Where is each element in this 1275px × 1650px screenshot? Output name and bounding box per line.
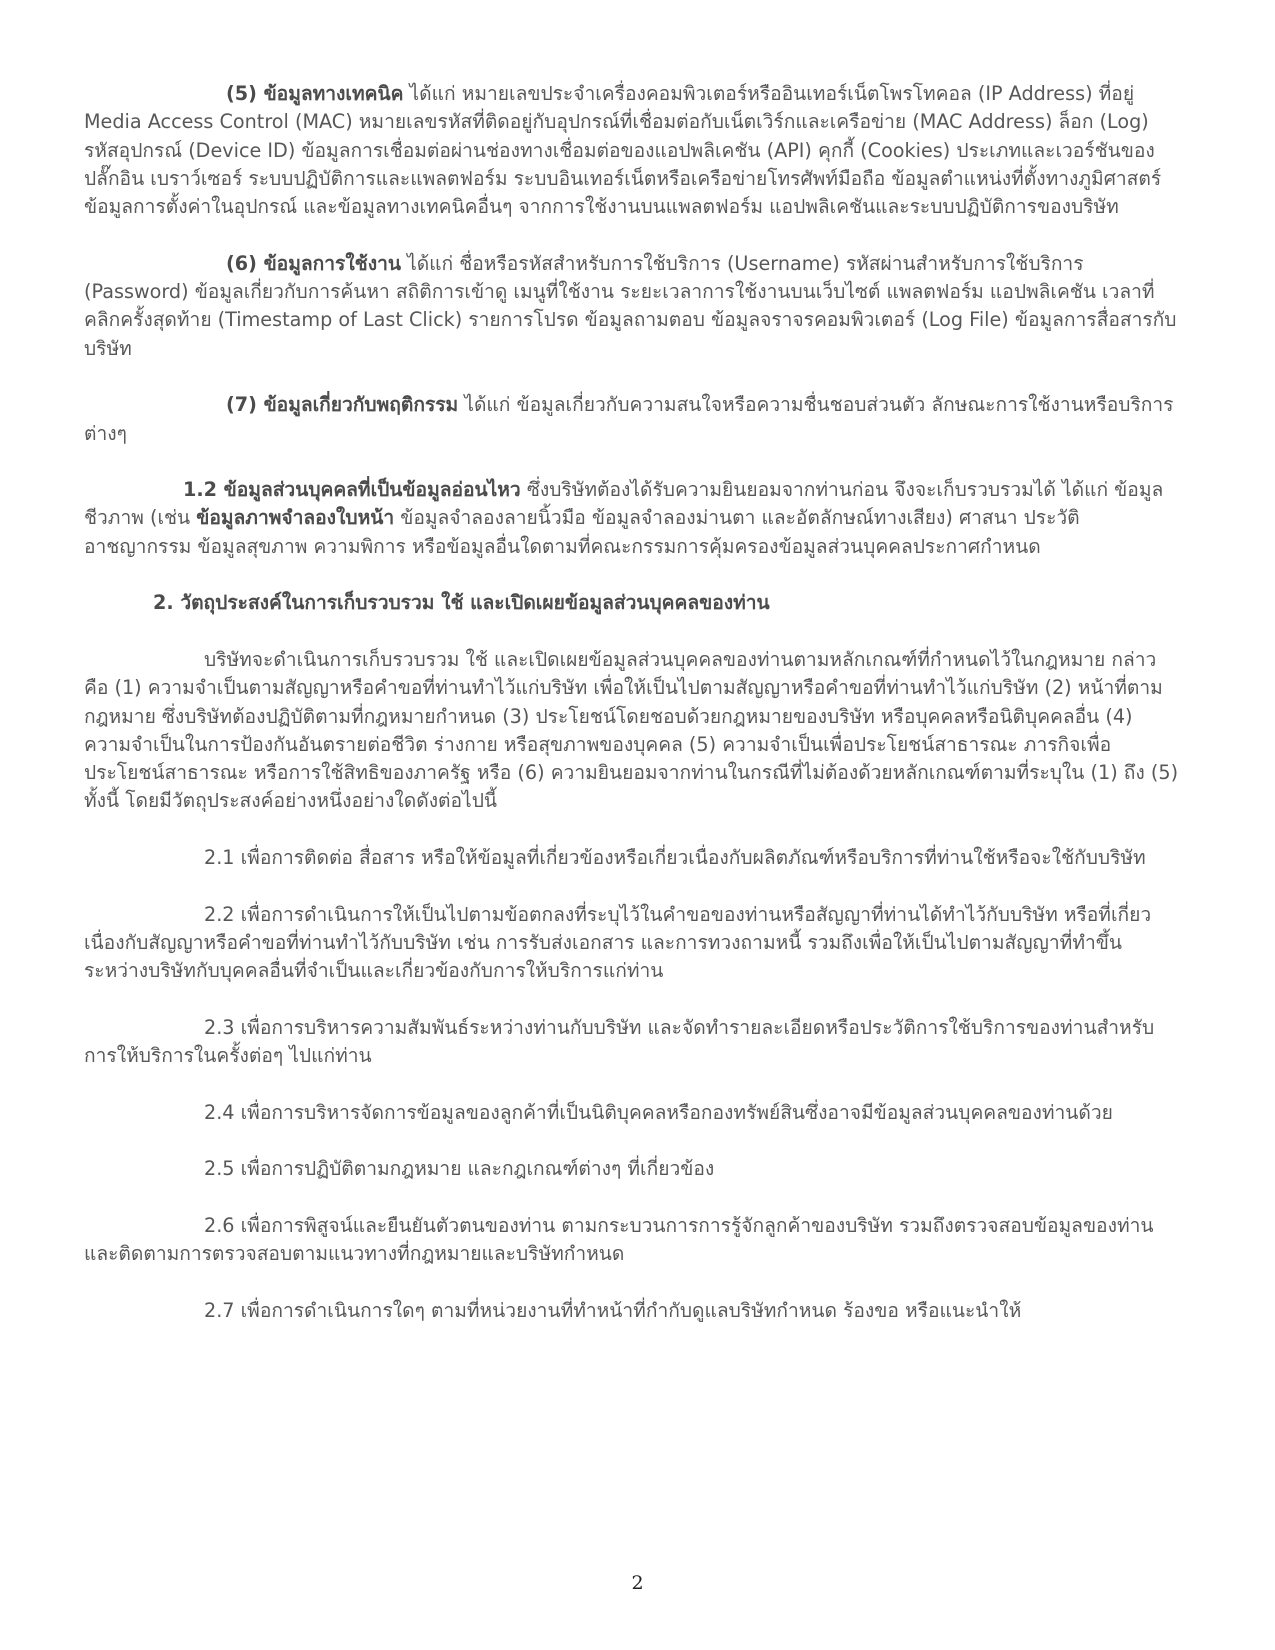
paragraph-behavior-data [84,391,1180,448]
purpose-item-2-6: 2.6 เพื่อการพิสูจน์และยืนยันตัวตนของท่าน ตามกระบวนการการรู้จักลูกค้าของบริษัท รวมถึงตรวจสอบข้อมูลของท่านและติดตามการตรวจสอบตามแนวทางที่กฎหมายและบริษัทกำหนด [84,1213,1154,1266]
sensitive-data-text-a: ซึ่งบริษัทต้องได้รับความยินยอมจากท่านก่อน จึงจะเก็บรวบรวมได้ ได้แก่ ข้อมูลชีวภาพ (เช่น [84,478,1164,530]
purpose-item-2-5: 2.5 เพื่อการปฏิบัติตามกฎหมาย และกฎเกณฑ์ต่างๆ ที่เกี่ยวข้อง [204,1157,715,1181]
term-usage-data: (6) ข้อมูลการใช้งาน [226,251,401,275]
sensitive-data-text-c: ข้อมูลจำลองลายนิ้วมือ ข้อมูลจำลองม่านตา และอัตลักษณ์ทางเสียง) ศาสนา ประวัติอาชญากรรม ข้อมูลสุขภาพ ความพิการ หรือข้อมูลอื่นใดตามที่คณะกรรมการคุ้มครองข้อมูลส่วนบุคคลประกาศกำหนด [84,506,1080,558]
purpose-item-2-1: 2.1 เพื่อการติดต่อ สื่อสาร หรือให้ข้อมูลที่เกี่ยวข้องหรือเกี่ยวเนื่องกับผลิตภัณฑ์หรือบริการที่ท่านใช้หรือจะใช้กับบริษัท [204,846,1146,870]
page-number: 2 [631,1572,644,1594]
technical-data-text: ได้แก่ หมายเลขประจำเครื่องคอมพิวเตอร์หรืออินเทอร์เน็ตโพรโทคอล (IP Address) ที่อยู่ Media Access Control (MAC) หมายเลขรหัสที่ติดอยู่กับอุปกรณ์ที่เชื่อมต่อกับเน็ตเวิร์กและเครือข่าย (MAC Address) ล็อก (Log) รหัสอุปกรณ์ (Device ID) ข้อมูลการเชื่อมต่อผ่านช่องทางเชื่อมต่อของแอปพลิเคชัน (API) คุกกี้ (Cookies) ประเภทและเวอร์ชันของปลั๊กอิน เบราว์เซอร์ ระบบปฏิบัติการและแพลตฟอร์ม ระบบอินเทอร์เน็ตหรือเครือข่ายโทรศัพท์มือถือ ข้อมูลตำแหน่งที่ตั้งทางภูมิศาสตร์ ข้อมูลการตั้งค่าในอุปกรณ์ และข้อมูลทางเทคนิคอื่นๆ จากการใช้งานบนแพลตฟอร์ม แอปพลิเคชันและระบบปฏิบัติการของบริษัท [84,82,1162,219]
term-behavior-data: (7) ข้อมูลเกี่ยวกับพฤติกรรม [226,393,459,417]
paragraph-usage-data [84,250,1180,363]
section-heading-purposes: 2. วัตถุประสงค์ในการเก็บรวบรวม ใช้ และเปิดเผยข้อมูลส่วนบุคคลของท่าน [153,591,770,615]
paragraph-purposes-intro: บริษัทจะดำเนินการเก็บรวบรวม ใช้ และเปิดเผยข้อมูลส่วนบุคคลของท่านตามหลักเกณฑ์ที่กำหนดไว้ในกฎหมาย กล่าวคือ (1) ความจำเป็นตามสัญญาหรือคำขอที่ท่านทำไว้แก่บริษัท เพื่อให้เป็นไปตามสัญญาหรือคำขอที่ท่านทำไว้แก่บริษัท (2) หน้าที่ตามกฎหมาย ซึ่งบริษัทต้องปฏิบัติตามที่กฎหมายกำหนด (3) ประโยชน์โดยชอบด้วยกฎหมายของบริษัท หรือบุคคลหรือนิติบุคคลอื่น (4) ความจำเป็นในการป้องกันอันตรายต่อชีวิต ร่างกาย หรือสุขภาพของบุคคล (5) ความจำเป็นเพื่อประโยชน์สาธารณะ ภารกิจเพื่อประโยชน์สาธารณะ หรือการใช้สิทธิของภาครัฐ หรือ (6) ความยินยอมจากท่านในกรณีที่ไม่ต้องด้วยหลักเกณฑ์ตามที่ระบุใน (1) ถึง (5) ทั้งนี้ โดยมีวัตถุประสงค์อย่างหนึ่งอย่างใดดังต่อไปนี้ [84,647,1179,813]
purpose-item-2-7: 2.7 เพื่อการดำเนินการใดๆ ตามที่หน่วยงานที่ทำหน้าที่กำกับดูแลบริษัทกำหนด ร้องขอ หรือแนะนำให้ [204,1298,1022,1322]
purpose-item-2-4: 2.4 เพื่อการบริหารจัดการข้อมูลของลูกค้าที่เป็นนิติบุคคลหรือกองทรัพย์สินซึ่งอาจมีข้อมูลส่วนบุคคลของท่านด้วย [204,1100,1113,1124]
paragraph-technical-data [84,80,1180,221]
purpose-item-2-2: 2.2 เพื่อการดำเนินการให้เป็นไปตามข้อตกลงที่ระบุไว้ในคำขอของท่านหรือสัญญาที่ท่านได้ทำไว้กับบริษัท หรือที่เกี่ยวเนื่องกับสัญญาหรือคำขอที่ท่านทำไว้กับบริษัท เช่น การรับส่งเอกสาร และการทวงถามหนี้ รวมถึงเพื่อให้เป็นไปตามสัญญาที่ทำขึ้นระหว่างบริษัทกับบุคคลอื่นที่จำเป็นและเกี่ยวข้องกับการให้บริการแก่ท่าน [84,902,1152,983]
term-technical-data: (5) ข้อมูลทางเทคนิค [226,82,404,105]
term-face-data: ข้อมูลภาพจำลองใบหน้า [196,506,395,530]
purpose-item-2-3: 2.3 เพื่อการบริหารความสัมพันธ์ระหว่างท่านกับบริษัท และจัดทำรายละเอียดหรือประวัติการใช้บริการของท่านสำหรับการให้บริการในครั้งต่อๆ ไปแก่ท่าน [84,1015,1155,1068]
term-sensitive-data: 1.2 ข้อมูลส่วนบุคคลที่เป็นข้อมูลอ่อนไหว [183,478,521,502]
paragraph-sensitive-data [84,476,1180,561]
usage-data-text: ได้แก่ ชื่อหรือรหัสสำหรับการใช้บริการ (Username) รหัสผ่านสำหรับการใช้บริการ (Password) ข้อมูลเกี่ยวกับการค้นหา สถิติการเข้าดู เมนูที่ใช้งาน ระยะเวลาการใช้งานบนเว็บไซต์ แพลตฟอร์ม แอปพลิเคชัน เวลาที่คลิกครั้งสุดท้าย (Timestamp of Last Click) รายการโปรด ข้อมูลถามตอบ ข้อมูลจราจรคอมพิวเตอร์ (Log File) ข้อมูลการสื่อสารกับบริษัท [84,251,1177,360]
behavior-data-text: ได้แก่ ข้อมูลเกี่ยวกับความสนใจหรือความชื่นชอบส่วนตัว ลักษณะการใช้งานหรือบริการต่างๆ [84,393,1174,445]
